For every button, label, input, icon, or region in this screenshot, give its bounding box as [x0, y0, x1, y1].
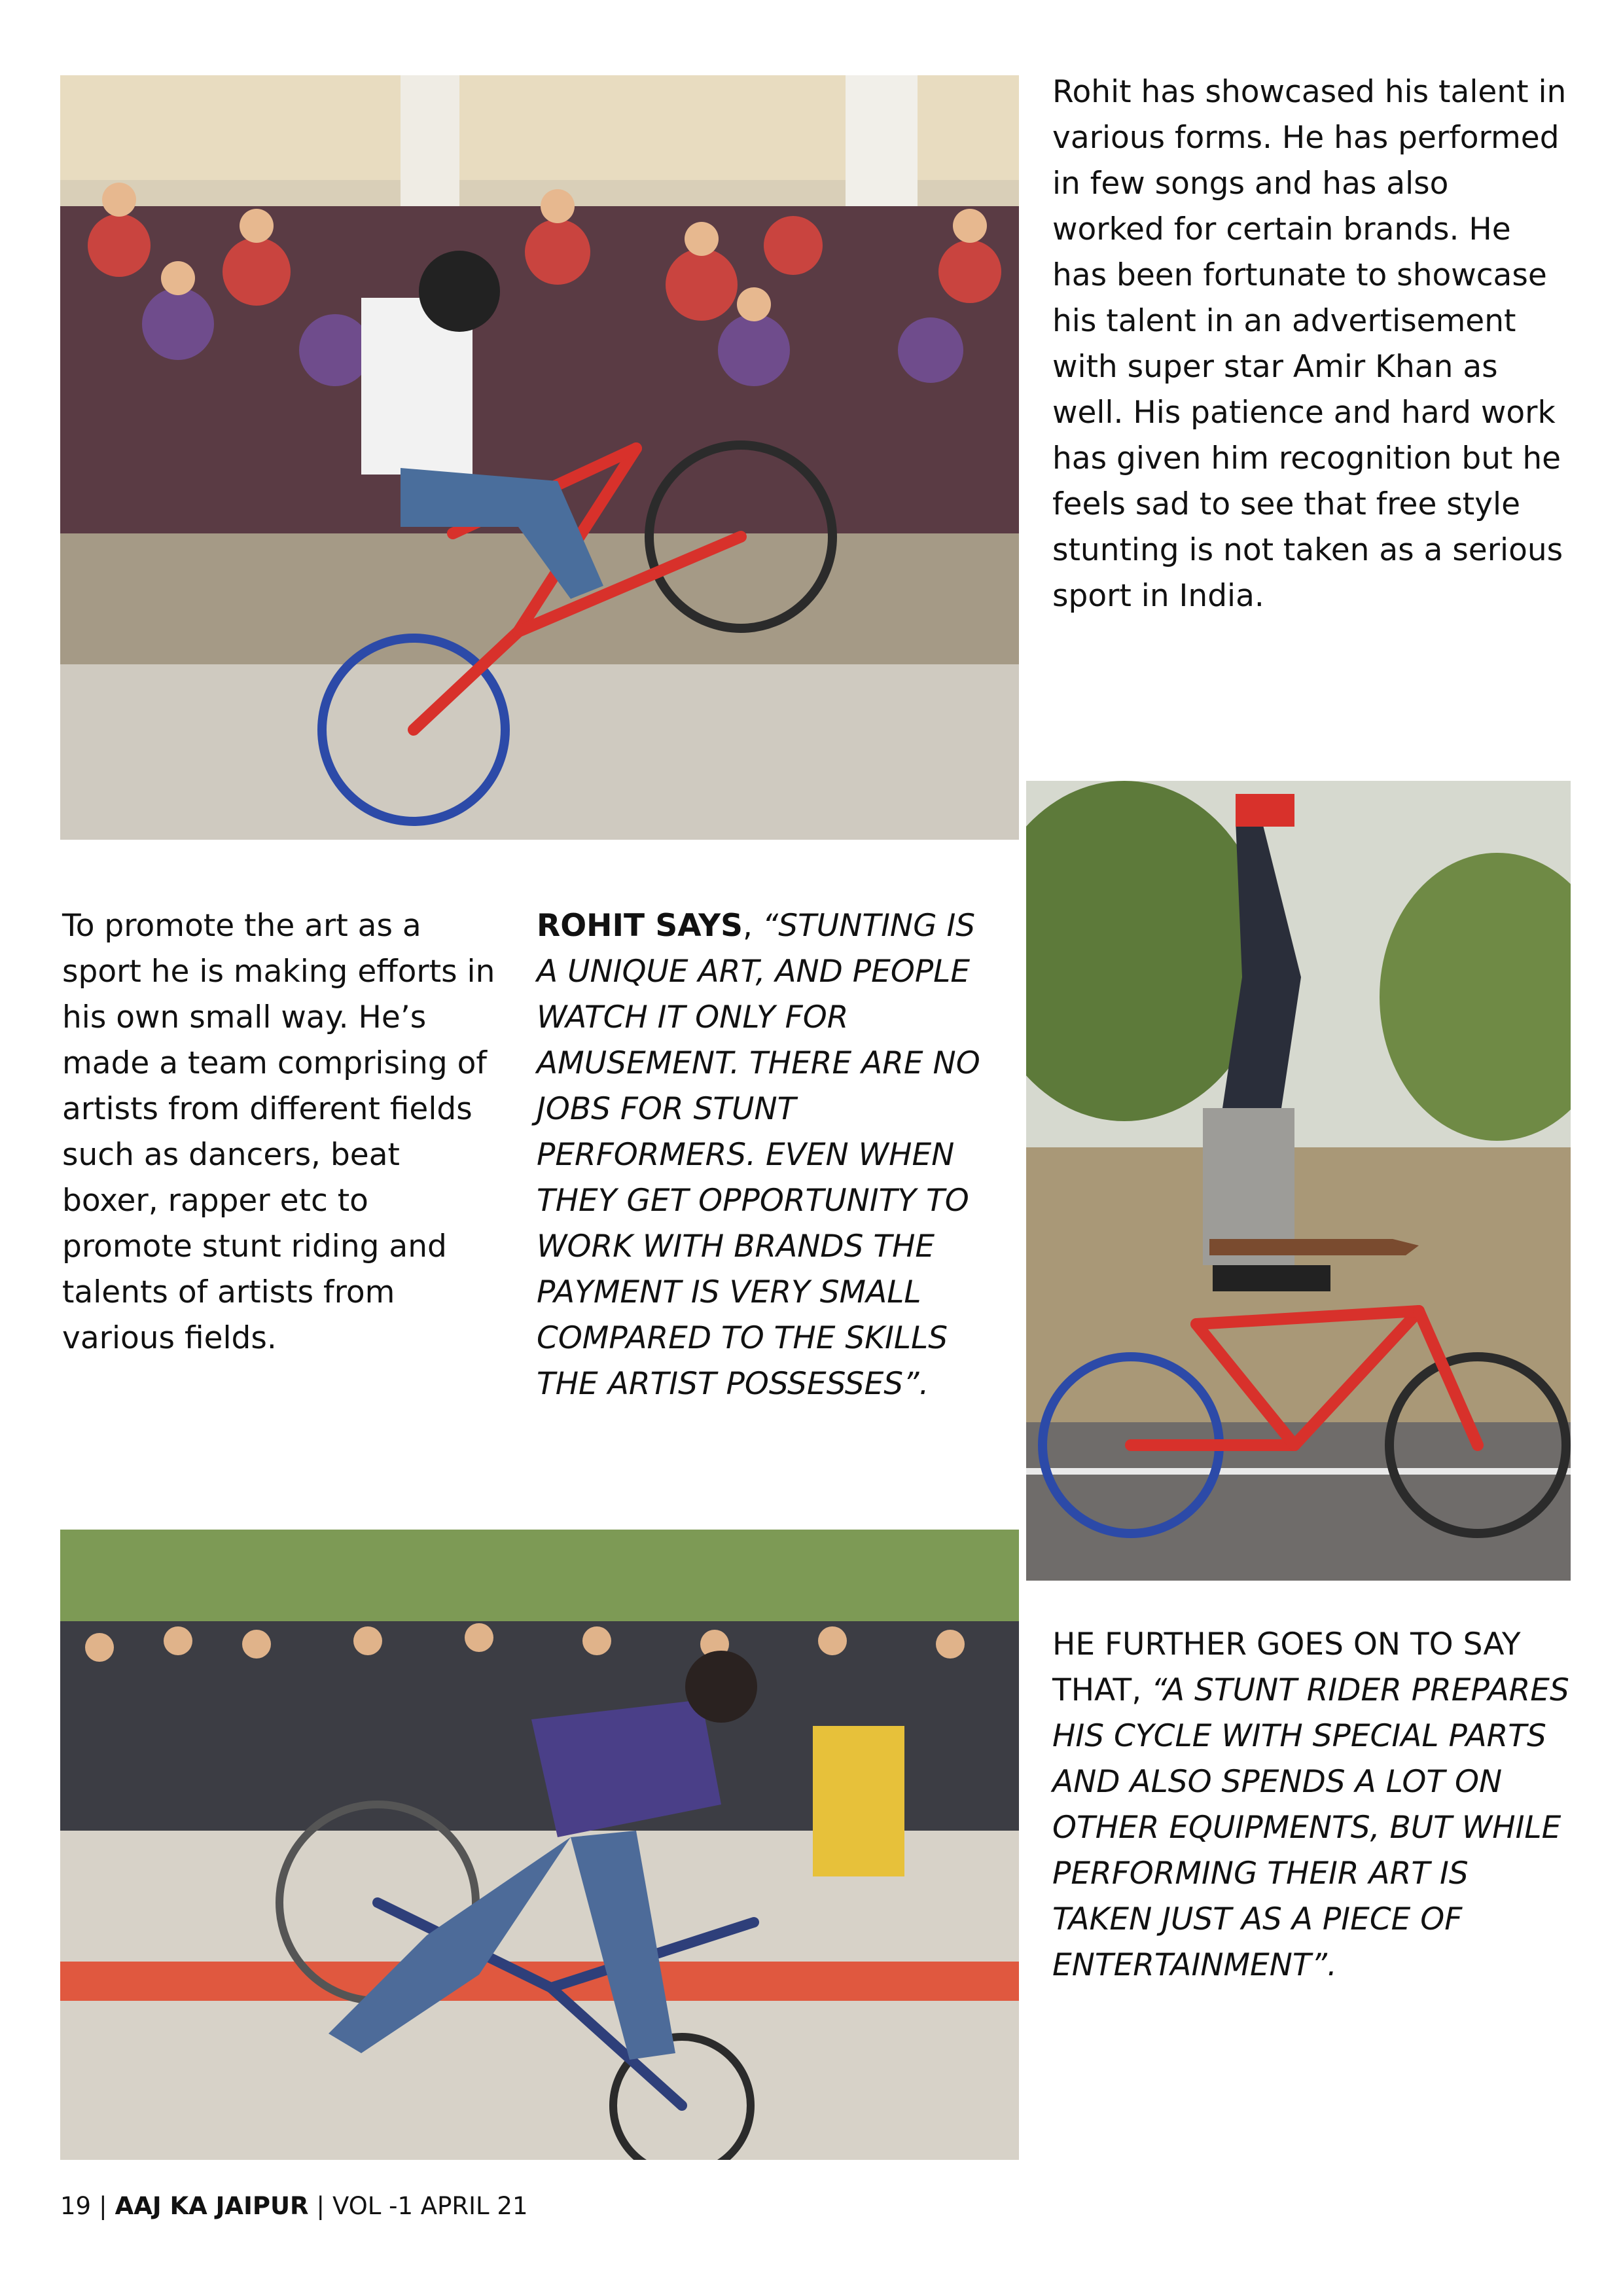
magazine-name: AAJ KA JAIPUR	[115, 2192, 309, 2220]
page-footer	[60, 2190, 527, 2223]
rohit-quote-comma: ,	[743, 908, 762, 944]
photo-bmx-trick-crowd	[60, 1530, 1019, 2160]
footer-divider-2: |	[316, 2192, 325, 2220]
further-quote	[1052, 1622, 1569, 1988]
page-number: 19	[60, 2192, 92, 2220]
photo-wheelie-crowd	[60, 75, 1019, 840]
rohit-quote-text: “STUNTING IS A UNIQUE ART, AND PEOPLE WATCH IT ONLY FOR AMUSEMENT. THERE ARE NO JOBS FOR STUNT PERFORMERS. EVEN WHEN THEY GET OPPORTUNITY TO WORK WITH BRANDS THE PAYMENT IS VERY SMALL COMPARED TO THE SKILLS THE ARTIST POSSESSES”.	[537, 908, 980, 1402]
rohit-quote	[537, 903, 995, 1407]
article-paragraph-2: To promote the art as a sport he is making efforts in his own small way. He’s made a team comprising of artists from different fields such as dancers, beat boxer, rapper etc to promote stunt riding and talents of artists from various fields.	[62, 908, 495, 1356]
article-paragraph-1: Rohit has showcased his talent in various forms. He has performed in few songs and has also worked for certain brands. He has been fortunate to showcase his talent in an advertisement with super star Amir Khan as well. His patience and hard work has given him recognition but he feels sad to see that free style stunting is not taken as a serious sport in India.	[1052, 74, 1567, 614]
rohit-quote-lead: ROHIT SAYS	[537, 908, 743, 944]
photo-handstand-bike	[1026, 781, 1571, 1581]
footer-divider: |	[99, 2192, 107, 2220]
further-quote-lead: HE FURTHER GOES ON TO SAY THAT,	[1052, 1626, 1521, 1708]
issue-label: VOL -1 APRIL 21	[332, 2192, 528, 2220]
further-quote-text: “A STUNT RIDER PREPARES HIS CYCLE WITH SPECIAL PARTS AND ALSO SPENDS A LOT ON OTHER EQUIPMENTS, BUT WHILE PERFORMING THEIR ART IS TAKEN JUST AS A PIECE OF ENTERTAINMENT”.	[1052, 1672, 1569, 1983]
